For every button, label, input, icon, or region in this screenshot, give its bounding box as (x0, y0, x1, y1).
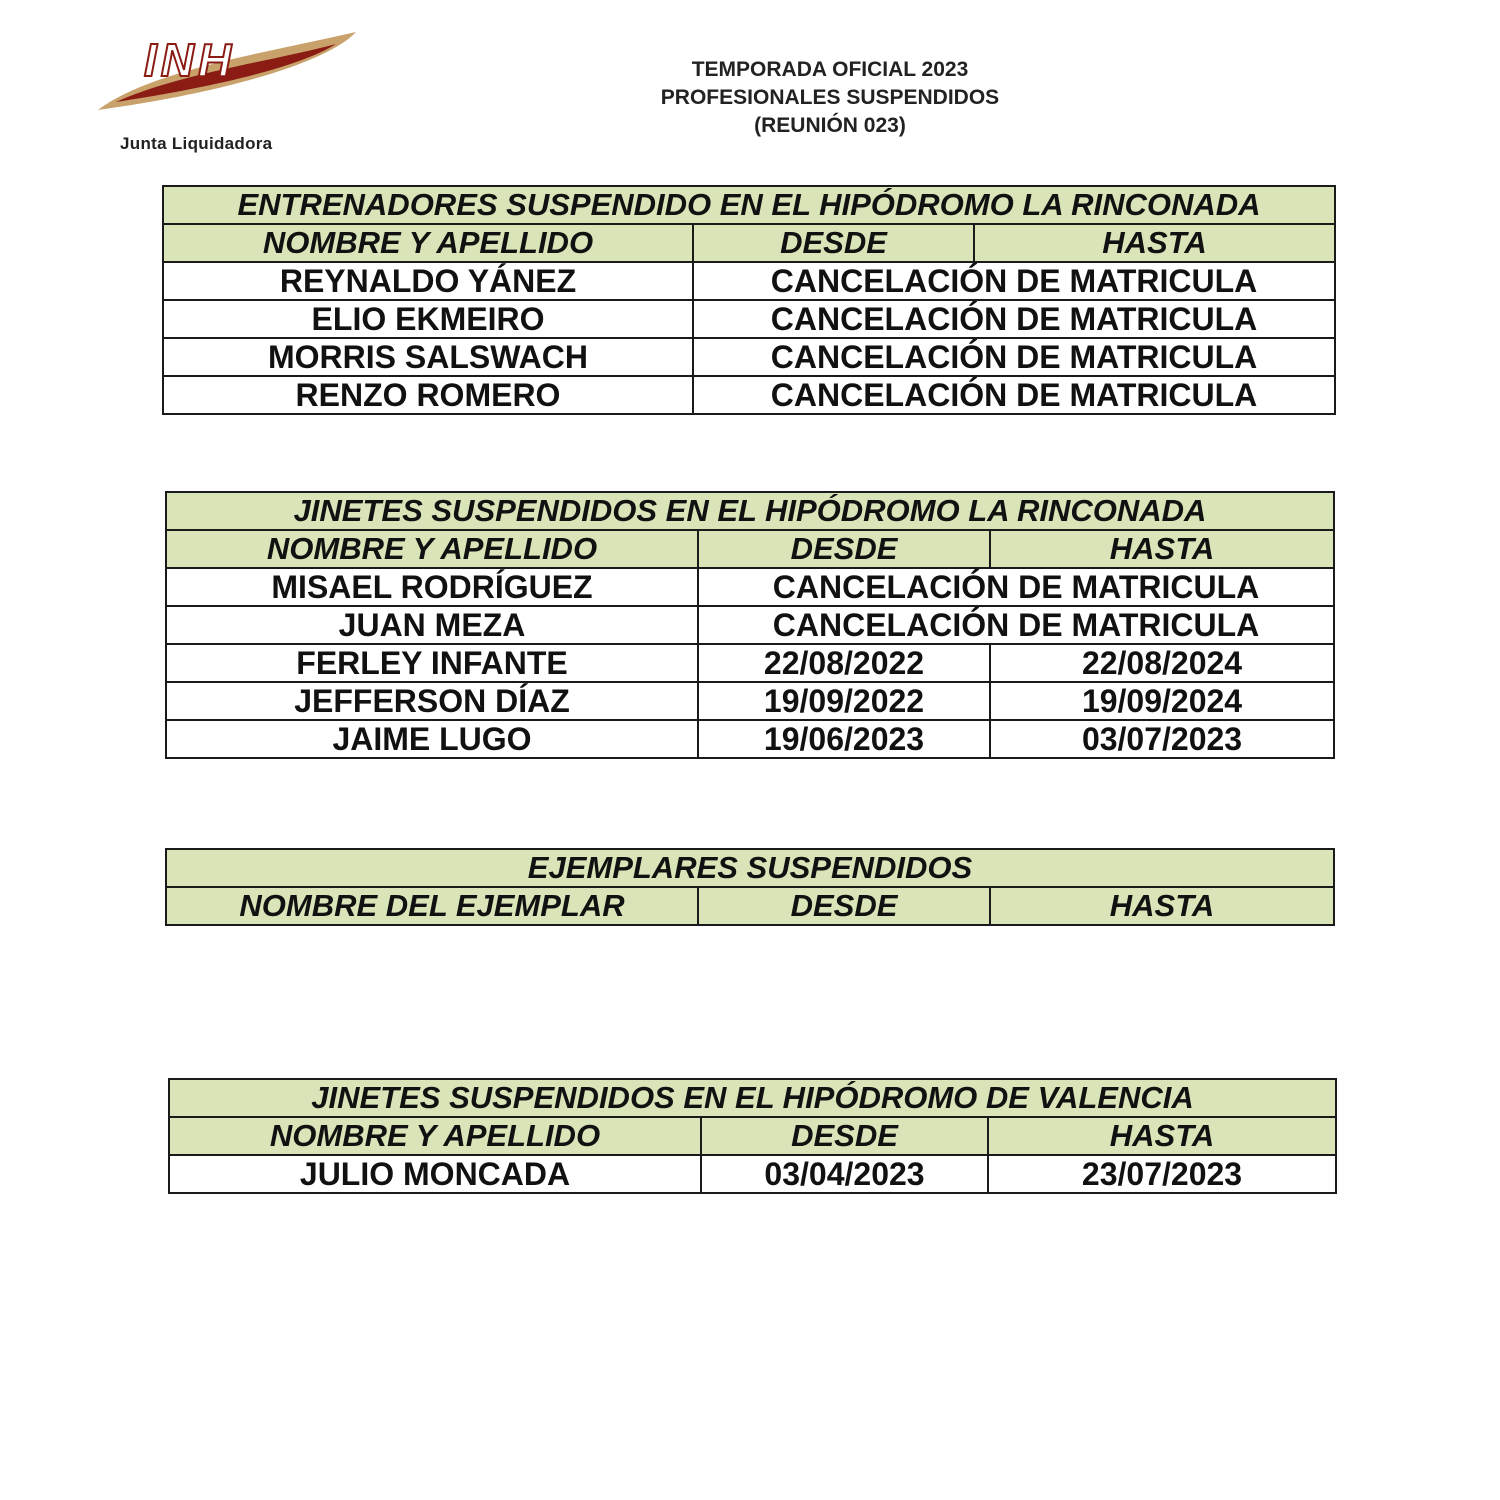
logo-text: INH (144, 34, 236, 86)
col-header-from: DESDE (698, 530, 990, 568)
table-title: JINETES SUSPENDIDOS EN EL HIPÓDROMO LA RINCONADA (166, 492, 1334, 530)
cell-name: MORRIS SALSWACH (163, 338, 693, 376)
col-header-from: DESDE (693, 224, 974, 262)
cell-status: CANCELACIÓN DE MATRICULA (693, 262, 1335, 300)
header-line-title: PROFESIONALES SUSPENDIDOS (660, 86, 1000, 109)
table-header-row (169, 1117, 1336, 1155)
col-header-from: DESDE (701, 1117, 988, 1155)
logo-subtitle: Junta Liquidadora (120, 134, 273, 153)
cell-name: JULIO MONCADA (169, 1155, 701, 1193)
table-row (169, 1155, 1336, 1193)
table-row (163, 376, 1335, 414)
table-title-row (169, 1079, 1336, 1117)
cell-name: JUAN MEZA (166, 606, 698, 644)
document-header (580, 56, 1080, 140)
table-row (166, 720, 1334, 758)
col-header-to: HASTA (990, 887, 1334, 925)
jockeys-rinconada-table (165, 491, 1335, 759)
table-row (166, 644, 1334, 682)
cell-to: 03/07/2023 (990, 720, 1334, 758)
cell-status: CANCELACIÓN DE MATRICULA (693, 376, 1335, 414)
cell-name: REYNALDO YÁNEZ (163, 262, 693, 300)
col-header-name: NOMBRE Y APELLIDO (163, 224, 693, 262)
cell-name: JAIME LUGO (166, 720, 698, 758)
table-header-row (166, 530, 1334, 568)
cell-name: MISAEL RODRÍGUEZ (166, 568, 698, 606)
cell-to: 22/08/2024 (990, 644, 1334, 682)
table-title: JINETES SUSPENDIDOS EN EL HIPÓDROMO DE VALENCIA (169, 1079, 1336, 1117)
table-header-row (163, 224, 1335, 262)
table-title-row (166, 849, 1334, 887)
col-header-to: HASTA (988, 1117, 1336, 1155)
cell-to: 19/09/2024 (990, 682, 1334, 720)
table-title-row (166, 492, 1334, 530)
cell-status: CANCELACIÓN DE MATRICULA (698, 568, 1334, 606)
table-row (166, 568, 1334, 606)
inh-logo (88, 22, 358, 122)
table-row (163, 262, 1335, 300)
cell-from: 19/06/2023 (698, 720, 990, 758)
jockeys-valencia-table (168, 1078, 1337, 1194)
trainers-suspended-table (162, 185, 1336, 415)
cell-from: 19/09/2022 (698, 682, 990, 720)
table-row (163, 338, 1335, 376)
col-header-name: NOMBRE Y APELLIDO (166, 530, 698, 568)
col-header-to: HASTA (974, 224, 1335, 262)
cell-status: CANCELACIÓN DE MATRICULA (693, 338, 1335, 376)
cell-name: RENZO ROMERO (163, 376, 693, 414)
table-row (166, 682, 1334, 720)
cell-status: CANCELACIÓN DE MATRICULA (698, 606, 1334, 644)
cell-name: FERLEY INFANTE (166, 644, 698, 682)
cell-name: ELIO EKMEIRO (163, 300, 693, 338)
cell-from: 22/08/2022 (698, 644, 990, 682)
cell-name: JEFFERSON DÍAZ (166, 682, 698, 720)
table-title: ENTRENADORES SUSPENDIDO EN EL HIPÓDROMO LA RINCONADA (163, 186, 1335, 224)
cell-to: 23/07/2023 (988, 1155, 1336, 1193)
table-header-row (166, 887, 1334, 925)
horses-suspended-table (165, 848, 1335, 926)
col-header-from: DESDE (698, 887, 990, 925)
table-title: EJEMPLARES SUSPENDIDOS (166, 849, 1334, 887)
table-row (163, 300, 1335, 338)
table-title-row (163, 186, 1335, 224)
col-header-name: NOMBRE Y APELLIDO (169, 1117, 701, 1155)
col-header-to: HASTA (990, 530, 1334, 568)
col-header-name: NOMBRE DEL EJEMPLAR (166, 887, 698, 925)
header-line-season: TEMPORADA OFICIAL 2023 (691, 58, 969, 81)
header-line-meeting: (REUNIÓN 023) (754, 114, 906, 137)
table-row (166, 606, 1334, 644)
cell-from: 03/04/2023 (701, 1155, 988, 1193)
cell-status: CANCELACIÓN DE MATRICULA (693, 300, 1335, 338)
